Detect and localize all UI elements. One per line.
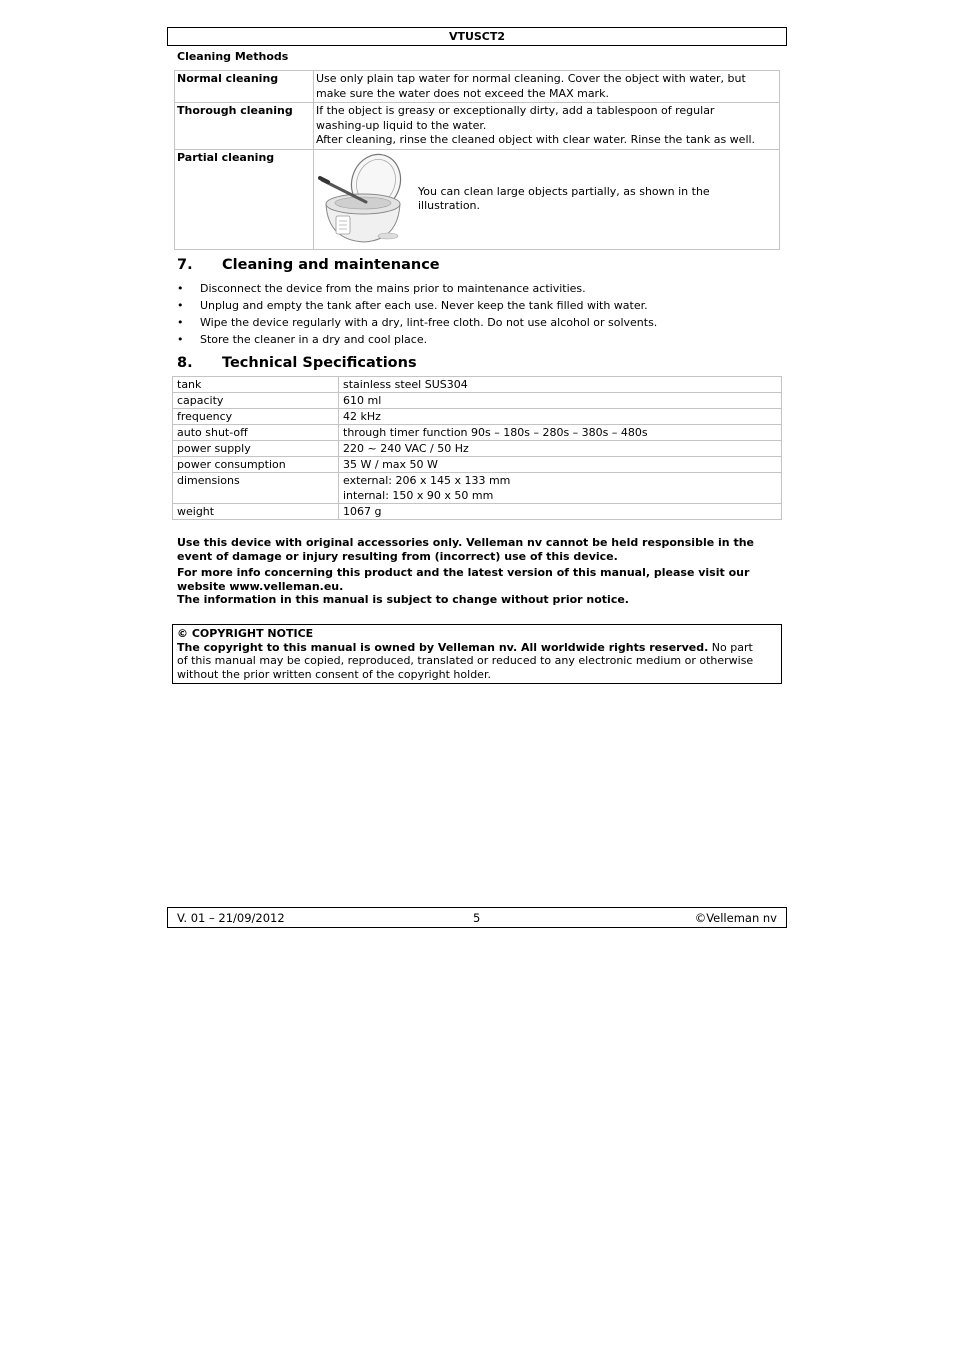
footer-version: V. 01 – 21/09/2012: [177, 911, 285, 925]
method-description: [314, 103, 780, 150]
spec-key: capacity: [173, 393, 339, 409]
copyright-text: No part: [708, 640, 753, 654]
list-item: • Disconnect the device from the mains prior to maintenance activities.: [177, 280, 777, 297]
table-row: [173, 504, 782, 520]
spec-value: through timer function 90s – 180s – 280s – 380s – 480s: [339, 425, 782, 441]
copyright-notice: [172, 624, 782, 684]
table-row: [173, 457, 782, 473]
method-label: Normal cleaning: [175, 71, 314, 103]
text-line: illustration.: [418, 198, 481, 212]
table-row: [173, 425, 782, 441]
text-line: For more info concerning this product and the latest version of this manual, please visit our: [177, 566, 750, 579]
text-line: external: 206 x 145 x 133 mm: [343, 474, 511, 487]
table-row: [175, 149, 780, 249]
copyright-bold-text: The copyright to this manual is owned by Velleman nv. All worldwide rights reserved.: [177, 640, 709, 654]
text-line: make sure the water does not exceed the MAX mark.: [316, 86, 609, 100]
cleaning-methods-heading: Cleaning Methods: [177, 50, 289, 63]
text-line: event of damage or injury resulting from (incorrect) use of this device.: [177, 549, 618, 563]
table-row: [173, 441, 782, 457]
spec-value: 42 kHz: [339, 409, 782, 425]
section-title: Cleaning and maintenance: [222, 257, 440, 273]
partial-cleaning-text: [418, 185, 710, 213]
text-line: After cleaning, rinse the cleaned object with clear water. Rinse the tank as well.: [316, 133, 756, 146]
method-description: [314, 71, 780, 103]
maintenance-list: [177, 280, 777, 348]
spec-value: [339, 473, 782, 504]
method-label: Partial cleaning: [175, 149, 314, 249]
text-line: Use this device with original accessories only. Velleman nv cannot be held responsible in the: [177, 536, 754, 549]
text-line: website www.velleman.eu.: [177, 579, 344, 593]
section-number: 7.: [177, 257, 193, 273]
spec-value: 220 ~ 240 VAC / 50 Hz: [339, 441, 782, 457]
text-line: of this manual may be copied, reproduced, translated or reduced to any electronic medium or otherwise: [177, 654, 754, 667]
spec-key: auto shut-off: [173, 425, 339, 441]
spec-key: frequency: [173, 409, 339, 425]
list-item: • Unplug and empty the tank after each use. Never keep the tank filled with water.: [177, 297, 777, 314]
table-row: [173, 473, 782, 504]
ultrasonic-cleaner-icon: [318, 152, 404, 246]
spec-value: 35 W / max 50 W: [339, 457, 782, 473]
page-footer: [167, 907, 787, 928]
footer-owner: ©Velleman nv: [694, 911, 777, 925]
table-row: [173, 409, 782, 425]
list-item: • Wipe the device regularly with a dry, lint-free cloth. Do not use alcohol or solvents.: [177, 314, 777, 331]
spec-key: power supply: [173, 441, 339, 457]
section-number: 8.: [177, 355, 193, 371]
text-line: The information in this manual is subject to change without prior notice.: [177, 593, 629, 606]
copyright-title: © COPYRIGHT NOTICE: [177, 627, 314, 640]
text-line: You can clean large objects partially, as shown in the: [418, 184, 710, 198]
section-title: Technical Specifications: [222, 355, 417, 371]
table-row: [175, 103, 780, 150]
text-line: [177, 641, 777, 655]
spec-value: 610 ml: [339, 393, 782, 409]
table-row: [175, 71, 780, 103]
spec-value: stainless steel SUS304: [339, 377, 782, 393]
spec-key: power consumption: [173, 457, 339, 473]
usage-notice: [177, 536, 777, 607]
cleaning-methods-table: [174, 70, 780, 250]
text-line: washing-up liquid to the water.: [316, 118, 487, 132]
list-item: • Store the cleaner in a dry and cool place.: [177, 331, 777, 348]
table-row: [173, 377, 782, 393]
method-description: [314, 149, 780, 249]
method-label: Thorough cleaning: [175, 103, 314, 150]
spec-key: tank: [173, 377, 339, 393]
text-line: without the prior written consent of the copyright holder.: [177, 667, 491, 681]
page-header: [167, 27, 787, 46]
spec-key: weight: [173, 504, 339, 520]
spec-key: dimensions: [173, 473, 339, 504]
page-number: 5: [473, 911, 481, 925]
spec-value: 1067 g: [339, 504, 782, 520]
text-line: If the object is greasy or exceptionally dirty, add a tablespoon of regular: [316, 104, 715, 117]
specifications-table: [172, 376, 782, 520]
header-model: VTUSCT2: [448, 30, 506, 43]
table-row: [173, 393, 782, 409]
text-line: Use only plain tap water for normal cleaning. Cover the object with water, but: [316, 72, 746, 85]
text-line: internal: 150 x 90 x 50 mm: [343, 489, 494, 502]
